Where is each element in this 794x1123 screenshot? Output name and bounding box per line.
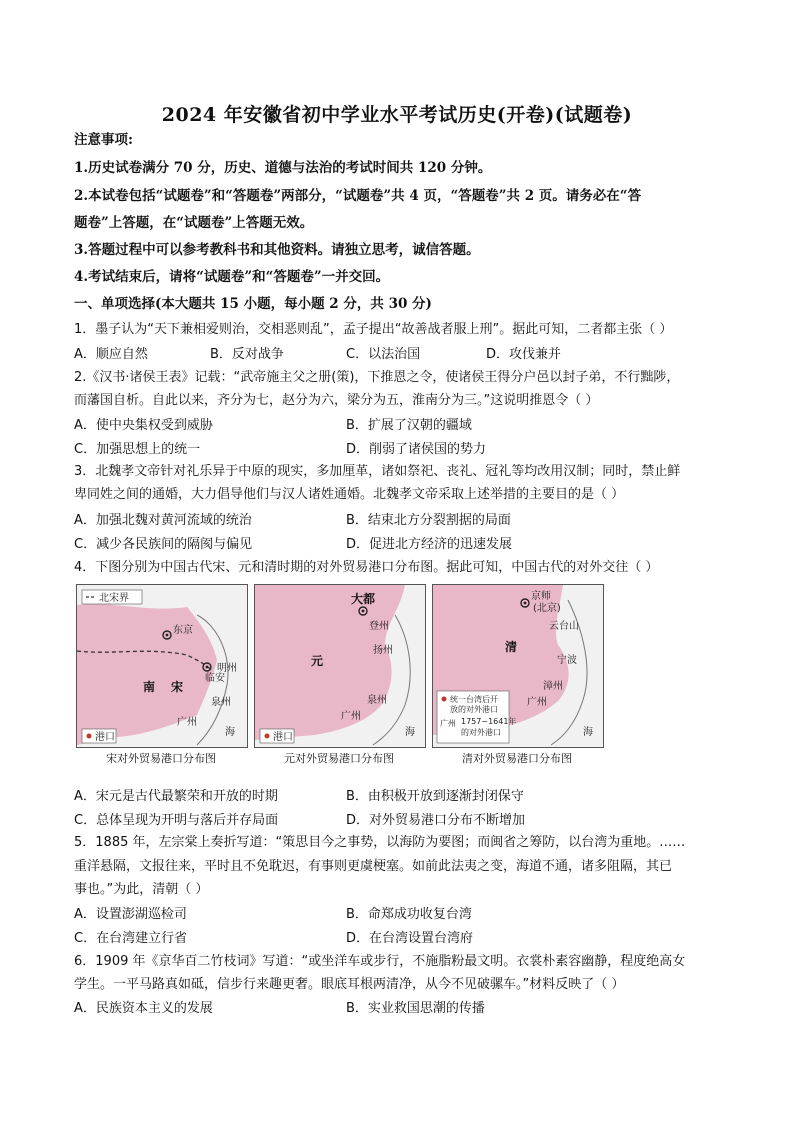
option: A．宋元是古代最繁荣和开放的时期 — [74, 789, 278, 804]
map-label: 扬州 — [373, 645, 393, 656]
map-label: 广州 — [527, 697, 547, 708]
option: C．以法治国 — [346, 347, 421, 362]
page-title: 2024 年安徽省初中学业水平考试历史(开卷)(试题卷) — [161, 104, 633, 126]
dynasty-label: 清 — [505, 640, 518, 654]
map-legend-port: 港口 — [273, 732, 293, 743]
option: B．实业救国思潮的传播 — [346, 1001, 485, 1016]
qing-trade-map — [432, 584, 604, 748]
map-label: 大都 — [351, 592, 376, 606]
option: B．命郑成功收复台湾 — [346, 907, 472, 922]
question-stem: 重洋悬隔，文报往来，平时且不免耽迟，有事则更虞梗塞。如前此法夷之变，海道不通，诸多阻隔，其已 — [74, 859, 673, 874]
map-label: 海 — [405, 727, 415, 738]
option: A．加强北魏对黄河流域的统治 — [74, 513, 252, 528]
map-label: 明州 — [217, 663, 237, 674]
option: A．设置澎湖巡检司 — [74, 907, 187, 922]
map-label: 东京 — [173, 625, 193, 636]
notice-item: 题卷”上答题，在“试题卷”上答题无效。 — [74, 215, 314, 231]
option: C．在台湾建立行省 — [74, 931, 188, 946]
map-label: 海 — [583, 727, 593, 738]
map-legend-note: 放的对外港口 — [450, 705, 498, 714]
map-label: 海 — [225, 727, 235, 738]
map-label: 临安 — [205, 673, 225, 684]
map-label: (北京) — [533, 603, 561, 614]
dynasty-label: 南 — [143, 680, 156, 694]
map-legend-port: 广州 — [440, 719, 456, 728]
question-stem: 而藩国自析。自此以来，齐分为七，赵分为六，梁分为五，淮南分为三。”这说明推恩令（ ） — [74, 393, 599, 408]
question-stem: 事也。”为此，清朝（ ） — [74, 882, 209, 897]
option: C．总体呈现为开明与落后并存局面 — [74, 813, 279, 828]
map-figure — [74, 584, 608, 770]
map-label: 广州 — [341, 711, 361, 722]
option: D．对外贸易港口分布不断增加 — [346, 813, 526, 828]
dynasty-label: 宋 — [171, 680, 184, 694]
map-legend-note: 统一台湾后开 — [450, 695, 498, 704]
map-label: 登州 — [369, 621, 389, 632]
map-legend-note: 1757~1641年 — [461, 717, 517, 726]
map-caption: 元对外贸易港口分布图 — [284, 752, 394, 765]
song-trade-map — [76, 584, 248, 748]
question-stem: 1．墨子认为“天下兼相爱则治，交相恶则乱”，孟子提出“故善战者服上刑”。据此可知，二者都主张（ ） — [74, 322, 673, 337]
map-caption: 宋对外贸易港口分布图 — [106, 752, 216, 765]
question-stem: 卑同姓之间的通婚，大力倡导他们与汉人诸姓通婚。北魏孝文帝采取上述举措的主要目的是（ ） — [74, 487, 625, 502]
notice-item: 4.考试结束后，请将“试题卷”和“答题卷”一并交回。 — [74, 269, 390, 285]
notice-item: 1.历史试卷满分 70 分，历史、道德与法治的考试时间共 120 分钟。 — [74, 160, 492, 176]
map-caption: 清对外贸易港口分布图 — [462, 752, 572, 765]
question-stem: 4．下图分别为中国古代宋、元和清时期的对外贸易港口分布图。据此可知，中国古代的对外交往（ ） — [74, 560, 659, 575]
option: B．扩展了汉朝的疆域 — [346, 418, 472, 433]
map-legend-port: 港口 — [95, 732, 115, 743]
question-stem: 学生。一平马路真如砥，信步行来趣更奢。眼底耳根两清净，从今不见破骡车。”材料反映了（ ） — [74, 977, 625, 992]
option: C．加强思想上的统一 — [74, 442, 201, 457]
option: A．民族资本主义的发展 — [74, 1001, 213, 1016]
map-label: 泉州 — [367, 695, 387, 706]
option: D．攻伐兼并 — [486, 347, 562, 362]
question-stem: 6．1909 年《京华百二竹枝词》写道：“或坐洋车或步行，不施脂粉最文明。衣裳朴素容幽静，程度绝高女 — [74, 954, 686, 969]
notice-item: 3.答题过程中可以参考教科书和其他资料。请独立思考，诚信答题。 — [74, 242, 480, 258]
option: B．由积极开放到逐渐封闭保守 — [346, 789, 524, 804]
notice-item: 2.本试卷包括“试题卷”和“答题卷”两部分，“试题卷”共 4 页，“答题卷”共 2 页。请务必在“答 — [74, 188, 642, 204]
option: B．反对战争 — [210, 347, 284, 362]
question-stem: 3．北魏孝文帝针对礼乐异于中原的现实，多加厘革，诸如祭祀、丧礼、冠礼等均改用汉制；同时，禁止鲜 — [74, 464, 681, 479]
option: D．促进北方经济的迅速发展 — [346, 537, 513, 552]
option: D．削弱了诸侯国的势力 — [346, 442, 487, 457]
map-label: 泉州 — [211, 697, 231, 708]
map-legend-note: 的对外港口 — [461, 728, 501, 737]
option: C．减少各民族间的隔阂与偏见 — [74, 537, 253, 552]
yuan-trade-map — [254, 584, 426, 748]
notice-heading: 注意事项: — [74, 132, 133, 148]
map-label: 云台山 — [549, 621, 579, 632]
map-legend-border: 北宋界 — [99, 593, 129, 604]
option: D．在台湾设置台湾府 — [346, 931, 474, 946]
question-stem: 5．1885 年，左宗棠上奏折写道：“策思目今之事势，以海防为要图；而闽省之筹防，以台湾为重地。…… — [74, 835, 686, 850]
map-label: 广州 — [177, 717, 197, 728]
question-stem: 2.《汉书·诸侯王表》记载：“武帝施主父之册(策)，下推恩之令，使诸侯王得分户邑以封子弟，不行黜陟， — [74, 370, 680, 385]
map-label: 京师 — [531, 591, 551, 602]
map-label: 漳州 — [543, 681, 563, 692]
option: B．结束北方分裂割据的局面 — [346, 513, 511, 528]
dynasty-label: 元 — [311, 654, 324, 668]
option: A．顺应自然 — [74, 347, 148, 362]
section-heading: 一、单项选择(本大题共 15 小题，每小题 2 分，共 30 分) — [74, 296, 432, 312]
option: A．使中央集权受到威胁 — [74, 418, 213, 433]
map-label: 宁波 — [557, 655, 577, 666]
